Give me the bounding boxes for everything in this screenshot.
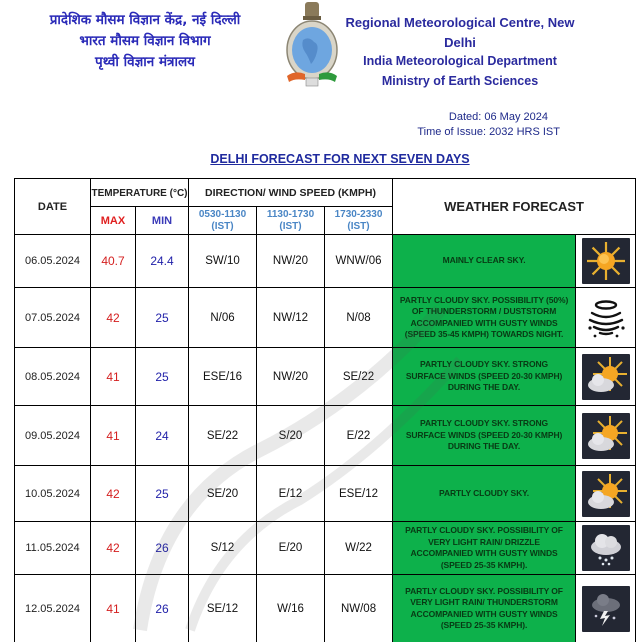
forecast-text-cell: PARTLY CLOUDY SKY. POSSIBILITY OF VERY LIGHT RAIN/ THUNDERSTORM ACCOMPANIED WITH GUSTY WINDS (SPEED 25-35 KMPH). bbox=[393, 575, 576, 642]
header-weather-forecast: WEATHER FORECAST bbox=[393, 179, 636, 235]
issue-info bbox=[380, 110, 560, 140]
table-row bbox=[15, 288, 636, 348]
weather-icon-cell bbox=[576, 522, 636, 575]
min-temp-cell: 25 bbox=[136, 348, 189, 406]
wind-slot-2-cell: NW/20 bbox=[257, 348, 325, 406]
partly-cloudy-icon bbox=[579, 471, 632, 517]
max-temp-cell: 41 bbox=[91, 575, 136, 642]
table-row bbox=[15, 466, 636, 522]
english-line-2: India Meteorological Department bbox=[363, 54, 557, 68]
wind-slot-1-cell: N/06 bbox=[189, 288, 257, 348]
wind-slot-3-cell: ESE/12 bbox=[325, 466, 393, 522]
header-min: MIN bbox=[136, 207, 189, 235]
wind-slot-3-cell: E/22 bbox=[325, 406, 393, 466]
hindi-line-3: पृथ्वी विज्ञान मंत्रालय bbox=[95, 54, 195, 70]
header-date: DATE bbox=[15, 179, 91, 235]
wind-slot-3-cell: W/22 bbox=[325, 522, 393, 575]
english-line-1: Regional Meteorological Centre, New Delhi bbox=[345, 15, 575, 50]
header-slot-2: 1130-1730 (IST) bbox=[257, 207, 325, 235]
english-line-3: Ministry of Earth Sciences bbox=[381, 73, 539, 88]
weather-icon-cell bbox=[576, 406, 636, 466]
dated-text: Dated: 06 May 2024 bbox=[448, 111, 548, 123]
wind-slot-1-cell: SE/22 bbox=[189, 406, 257, 466]
weather-icon-cell bbox=[576, 348, 636, 406]
time-of-issue-text: Time of Issue: 2032 HRS IST bbox=[417, 126, 560, 138]
thunderstorm-icon bbox=[579, 586, 632, 632]
wind-slot-1-cell: SE/12 bbox=[189, 575, 257, 642]
header-wind: DIRECTION/ WIND SPEED (KMPH) bbox=[189, 179, 393, 207]
table-row bbox=[15, 575, 636, 642]
date-cell: 07.05.2024 bbox=[15, 288, 91, 348]
forecast-text-cell: PARTLY CLOUDY SKY. bbox=[393, 466, 576, 522]
header-slot-3: 1730-2330 (IST) bbox=[325, 207, 393, 235]
forecast-text-cell: PARTLY CLOUDY SKY. POSSIBILITY (50%) OF THUNDERSTORM / DUSTSTORM ACCOMPANIED WITH GUSTY WINDS (SPEED 35-45 KMPH) TOWARDS NIGHT. bbox=[393, 288, 576, 348]
max-temp-cell: 41 bbox=[91, 406, 136, 466]
date-cell: 06.05.2024 bbox=[15, 235, 91, 288]
header-temperature: TEMPERATURE (°C) bbox=[91, 179, 189, 207]
header-slot-1: 0530-1130 (IST) bbox=[189, 207, 257, 235]
max-temp-cell: 40.7 bbox=[91, 235, 136, 288]
table-row bbox=[15, 348, 636, 406]
forecast-text-cell: PARTLY CLOUDY SKY. POSSIBILITY OF VERY LIGHT RAIN/ DRIZZLE ACCOMPANIED WITH GUSTY WINDS (SPEED 25-35 KMPH). bbox=[393, 522, 576, 575]
date-cell: 08.05.2024 bbox=[15, 348, 91, 406]
drizzle-icon bbox=[579, 525, 632, 571]
wind-slot-3-cell: NW/08 bbox=[325, 575, 393, 642]
forecast-text-cell: PARTLY CLOUDY SKY. STRONG SURFACE WINDS (SPEED 20-30 KMPH) DURING THE DAY. bbox=[393, 406, 576, 466]
weather-icon-cell bbox=[576, 288, 636, 348]
forecast-table bbox=[14, 178, 636, 642]
wind-slot-2-cell: E/12 bbox=[257, 466, 325, 522]
min-temp-cell: 25 bbox=[136, 288, 189, 348]
max-temp-cell: 41 bbox=[91, 348, 136, 406]
partly-cloudy-icon bbox=[579, 354, 632, 400]
english-header bbox=[330, 13, 590, 91]
date-cell: 12.05.2024 bbox=[15, 575, 91, 642]
wind-slot-3-cell: SE/22 bbox=[325, 348, 393, 406]
min-temp-cell: 26 bbox=[136, 575, 189, 642]
header-max: MAX bbox=[91, 207, 136, 235]
hindi-header bbox=[20, 10, 270, 73]
max-temp-cell: 42 bbox=[91, 288, 136, 348]
min-temp-cell: 24.4 bbox=[136, 235, 189, 288]
wind-slot-2-cell: NW/12 bbox=[257, 288, 325, 348]
wind-slot-2-cell: S/20 bbox=[257, 406, 325, 466]
wind-slot-2-cell: W/16 bbox=[257, 575, 325, 642]
wind-slot-1-cell: SE/20 bbox=[189, 466, 257, 522]
wind-slot-1-cell: S/12 bbox=[189, 522, 257, 575]
hindi-line-2: भारत मौसम विज्ञान विभाग bbox=[79, 33, 211, 49]
weather-icon-cell bbox=[576, 466, 636, 522]
forecast-text-cell: MAINLY CLEAR SKY. bbox=[393, 235, 576, 288]
wind-slot-1-cell: ESE/16 bbox=[189, 348, 257, 406]
duststorm-icon bbox=[579, 295, 632, 341]
wind-slot-3-cell: N/08 bbox=[325, 288, 393, 348]
wind-slot-2-cell: NW/20 bbox=[257, 235, 325, 288]
table-row bbox=[15, 406, 636, 466]
max-temp-cell: 42 bbox=[91, 466, 136, 522]
date-cell: 09.05.2024 bbox=[15, 406, 91, 466]
min-temp-cell: 26 bbox=[136, 522, 189, 575]
page-title: DELHI FORECAST FOR NEXT SEVEN DAYS bbox=[210, 152, 470, 166]
date-cell: 10.05.2024 bbox=[15, 466, 91, 522]
sunny-icon bbox=[579, 238, 632, 284]
forecast-text-cell: PARTLY CLOUDY SKY. STRONG SURFACE WINDS (SPEED 20-30 KMPH) DURING THE DAY. bbox=[393, 348, 576, 406]
weather-icon-cell bbox=[576, 575, 636, 642]
min-temp-cell: 24 bbox=[136, 406, 189, 466]
wind-slot-2-cell: E/20 bbox=[257, 522, 325, 575]
hindi-line-1: प्रादेशिक मौसम विज्ञान केंद्र, नई दिल्ली bbox=[49, 12, 241, 28]
wind-slot-3-cell: WNW/06 bbox=[325, 235, 393, 288]
table-row bbox=[15, 235, 636, 288]
weather-icon-cell bbox=[576, 235, 636, 288]
wind-slot-1-cell: SW/10 bbox=[189, 235, 257, 288]
partly-cloudy-icon bbox=[579, 413, 632, 459]
max-temp-cell: 42 bbox=[91, 522, 136, 575]
min-temp-cell: 25 bbox=[136, 466, 189, 522]
date-cell: 11.05.2024 bbox=[15, 522, 91, 575]
table-row bbox=[15, 522, 636, 575]
